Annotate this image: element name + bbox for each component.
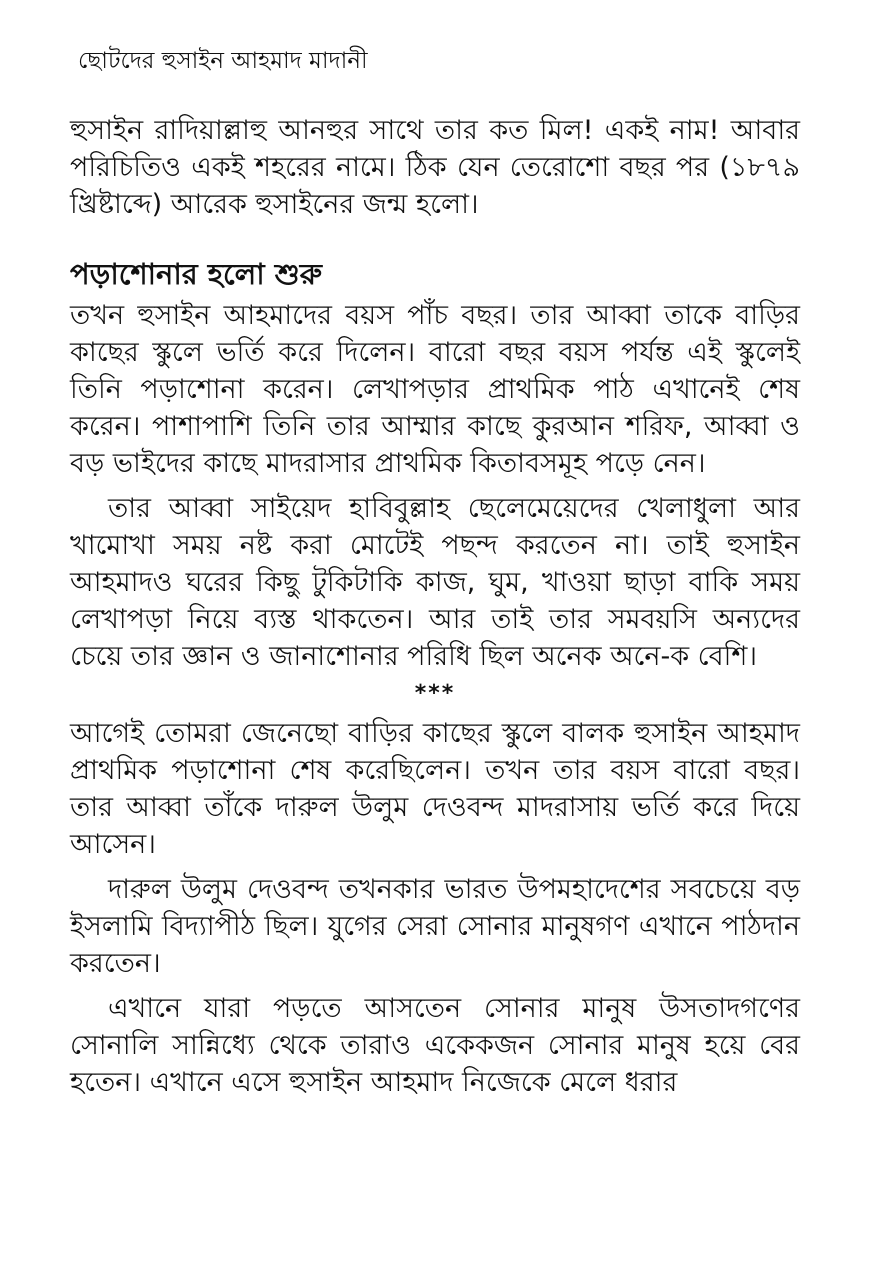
paragraph-intro: হুসাইন রাদিয়াল্লাহু আনহুর সাথে তার কত মিল! একই নাম! আবার পরিচিতিও একই শহরের নামে। ঠিক যেন তেরোশো বছর পর (১৮৭৯ খ্রিষ্টাব্দে) আরেক হুসাইনের জন্ম হলো।	[70, 115, 800, 220]
section-heading: পড়াশোনার হলো শুরু	[70, 257, 323, 291]
paragraph: এখানে যারা পড়তে আসতেন সোনার মানুষ উসতাদগণের সোনালি সান্নিধ্যে থেকে তারাও একেকজন সোনার মানুষ হয়ে বের হতেন। এখানে এসে হুসাইন আহমাদ নিজেকে মেলে ধরার	[70, 993, 800, 1098]
paragraph: তখন হুসাইন আহমাদের বয়স পাঁচ বছর। তার আব্বা তাকে বাড়ির কাছের স্কুলে ভর্তি করে দিলেন। বারো বছর বয়স পর্যন্ত এই স্কুলেই তিনি পড়াশোনা করেন। লেখাপড়ার প্রাথমিক পাঠ এখানেই শেষ করেন। পাশাপাশি তিনি তার আম্মার কাছে কুরআন শরিফ, আব্বা ও বড় ভাইদের কাছে মাদরাসার প্রাথমিক কিতাবসমূহ পড়ে নেন।	[70, 300, 800, 479]
book-page	[70, 0, 800, 1261]
paragraph: তার আব্বা সাইয়েদ হাবিবুল্লাহ ছেলেমেয়েদের খেলাধুলা আর খামোখা সময় নষ্ট করা মোটেই পছন্দ করতেন না। তাই হুসাইন আহমাদও ঘরের কিছু টুকিটাকি কাজ, ঘুম, খাওয়া ছাড়া বাকি সময় লেখাপড়া নিয়ে ব্যস্ত থাকতেন। আর তাই তার সমবয়সি অন্যদের চেয়ে তার জ্ঞান ও জানাশোনার পরিধি ছিল অনেক অনে-ক বেশি।	[70, 493, 800, 672]
body-text	[70, 112, 800, 1101]
section-separator: ***	[414, 681, 456, 706]
paragraph: আগেই তোমরা জেনেছো বাড়ির কাছের স্কুলে বালক হুসাইন আহমাদ প্রাথমিক পড়াশোনা শেষ করেছিলেন। তখন তার বয়স বারো বছর। তার আব্বা তাঁকে দারুল উলুম দেওবন্দ মাদরাসায় ভর্তি করে দিয়ে আসেন।	[70, 718, 800, 860]
paragraph: দারুল উলুম দেওবন্দ তখনকার ভারত উপমহাদেশের সবচেয়ে বড় ইসলামি বিদ্যাপীঠ ছিল। যুগের সেরা সোনার মানুষগণ এখানে পাঠদান করতেন।	[70, 874, 800, 979]
running-head: ছোটদের হুসাইন আহমাদ মাদানী	[78, 48, 368, 74]
